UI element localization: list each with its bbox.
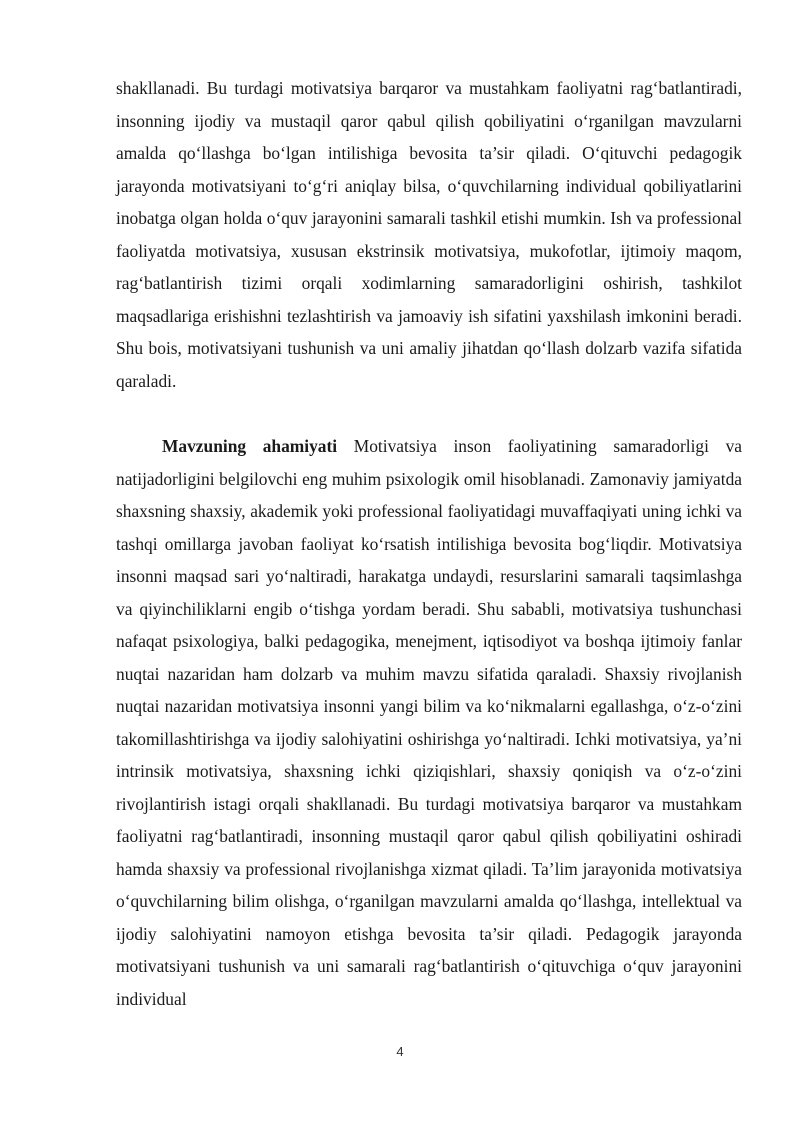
page-number: 4: [396, 1044, 404, 1059]
body-paragraph-2-text: Motivatsiya inson faoliyatining samaradorligi va natijadorligini belgilovchi eng muhim psixologik omil hisoblanadi. Zamonaviy jamiyatda shaxsning shaxsiy, akademik yoki professional faoliyatidagi muvaffaqiyati uning ichki va tashqi omillarga javoban faoliyat ko‘rsatish intilishiga bevosita bog‘liqdir. Motivatsiya insonni maqsad sari yo‘naltiradi, harakatga undaydi, resurslarini samarali taqsimlashga va qiyinchiliklarni engib o‘tishga yordam beradi. Shu sababli, motivatsiya tushunchasi nafaqat psixologiya, balki pedagogika, menejment, iqtisodiyot va boshqa ijtimoiy fanlar nuqtai nazaridan ham dolzarb va muhim mavzu sifatida qaraladi. Shaxsiy rivojlanish nuqtai nazaridan motivatsiya insonni yangi bilim va ko‘nikmalarni egallashga, o‘z-o‘zini takomillashtirishga va ijodiy salohiyatini oshirishga yo‘naltiradi. Ichki motivatsiya, ya’ni intrinsik motivatsiya, shaxsning ichki qiziqishlari, shaxsiy qoniqish va o‘z-o‘zini rivojlantirish istagi orqali shakllanadi. Bu turdagi motivatsiya barqaror va mustahkam faoliyatni rag‘batlantiradi, insonning mustaqil qaror qabul qilish qobiliyatini oshiradi hamda shaxsiy va professional rivojlanishga xizmat qiladi. Ta’lim jarayonida motivatsiya o‘quvchilarning bilim olishga, o‘rganilgan mavzularni amalda qo‘llashga, intellektual va ijodiy salohiyatini namoyon etishga bevosita ta’sir qiladi. Pedagogik jarayonda motivatsiyani tushunish va uni samarali rag‘batlantirish o‘qituvchiga o‘quv jarayonini individual: [116, 436, 742, 1009]
body-paragraph-2: [116, 430, 742, 1015]
body-paragraph-1: shakllanadi. Bu turdagi motivatsiya barqaror va mustahkam faoliyatni rag‘batlantiradi, insonning ijodiy va mustaqil qaror qabul qilish qobiliyatini o‘rganilgan mavzularni amalda qo‘llashga bo‘lgan intilishiga bevosita ta’sir qiladi. O‘qituvchi pedagogik jarayonda motivatsiyani to‘g‘ri aniqlay bilsa, o‘quvchilarning individual qobiliyatlarini inobatga olgan holda o‘quv jarayonini samarali tashkil etishi mumkin. Ish va professional faoliyatda motivatsiya, xususan ekstrinsik motivatsiya, mukofotlar, ijtimoiy maqom, rag‘batlantirish tizimi orqali xodimlarning samaradorligini oshirish, tashkilot maqsadlariga erishishni tezlashtirish va jamoaviy ish sifatini yaxshilash imkonini beradi. Shu bois, motivatsiyani tushunish va uni amaliy jihatdan qo‘llash dolzarb vazifa sifatida qaraladi.: [116, 78, 742, 391]
section-heading: Mavzuning ahamiyati: [162, 436, 338, 456]
